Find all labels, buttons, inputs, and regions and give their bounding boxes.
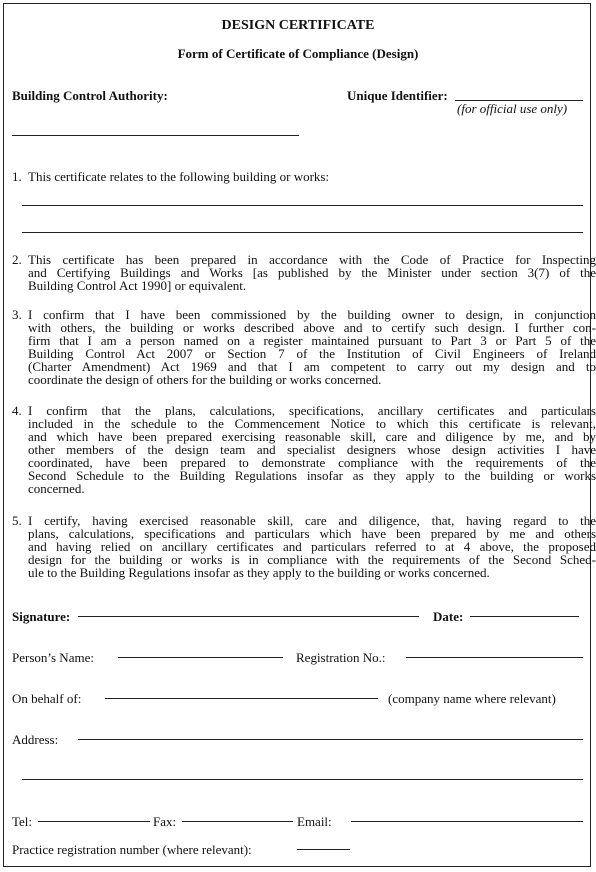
address-label: Address: — [12, 732, 59, 747]
persons-name-label: Person’s Name: — [12, 650, 94, 665]
item-line: plans, calculations, specifications and particulars which have been prepared by me and others — [28, 526, 596, 541]
email-label: Email: — [297, 814, 332, 829]
item-number: 2. — [12, 252, 22, 267]
official-use-note: (for official use only) — [457, 101, 568, 116]
signature-label: Signature: — [12, 609, 71, 624]
item-line: Second Schedule to the Building Regulations insofar as they apply to the building or works — [28, 468, 596, 483]
practice-registration-label: Practice registration number (where relevant): — [12, 842, 252, 857]
date-line[interactable] — [470, 616, 579, 617]
signature-line[interactable] — [78, 616, 419, 617]
item-line: Building Control Act 1990] or equivalent. — [28, 278, 247, 293]
item-number: 1. — [12, 169, 22, 184]
registration-no-line[interactable] — [406, 657, 583, 658]
on-behalf-of-line[interactable] — [105, 698, 378, 699]
tel-line[interactable] — [38, 821, 150, 822]
item-line: ule to the Building Regulations insofar as they apply to the building or works concerned. — [28, 565, 490, 580]
practice-registration-line[interactable] — [297, 849, 350, 850]
item-line: other members of the design team and specialist designers whose design activities I have — [28, 442, 596, 457]
document-subtitle: Form of Certificate of Compliance (Design) — [177, 46, 419, 61]
item-line: design for the building or works is in compliance with the requirements of the Second Sched- — [28, 552, 596, 567]
on-behalf-of-label: On behalf of: — [12, 691, 82, 706]
building-works-line-1[interactable] — [22, 205, 583, 206]
item-line: (Charter Amendment) Act 1969 and that I am competent to carry out my design and to — [28, 359, 596, 374]
item-number: 3. — [12, 307, 22, 322]
item-line: concerned. — [28, 481, 85, 496]
persons-name-line[interactable] — [118, 657, 283, 658]
item-line: and having relied on ancillary certificates and particulars referred to at 4 above, the proposed — [28, 539, 596, 554]
address-line-2[interactable] — [22, 779, 583, 780]
item-number: 4. — [12, 403, 22, 418]
item-line: I confirm that I have been commissioned by the building owner to design, in conjunction — [28, 307, 596, 322]
address-line-1[interactable] — [78, 739, 583, 740]
item-line: included in the schedule to the Commencement Notice to which this certificate is relevant, — [28, 416, 596, 431]
item-line: firm that I am a person named on a register maintained pursuant to Part 3 or Part 5 of the — [28, 333, 596, 348]
item-line: and Certifying Buildings and Works [as published by the Minister under section 3(7) of the — [28, 265, 596, 280]
authority-name-line[interactable] — [12, 135, 299, 136]
email-line[interactable] — [351, 821, 583, 822]
unique-identifier-label: Unique Identifier: — [347, 88, 448, 103]
item-line: and which have been prepared exercising reasonable skill, care and diligence by me, and by — [28, 429, 596, 444]
item-line: I confirm that the plans, calculations, specifications, ancillary certificates and particulars — [28, 403, 596, 418]
registration-no-label: Registration No.: — [296, 650, 386, 665]
building-works-line-2[interactable] — [22, 232, 583, 233]
fax-line[interactable] — [182, 821, 293, 822]
company-name-note: (company name where relevant) — [388, 691, 556, 706]
fax-label: Fax: — [153, 814, 177, 829]
item-line: This certificate relates to the following building or works: — [28, 169, 330, 184]
item-number: 5. — [12, 513, 22, 528]
item-line: Building Control Act 2007 or Section 7 of the Institution of Civil Engineers of Ireland — [28, 346, 596, 361]
document-title: DESIGN CERTIFICATE — [221, 18, 375, 33]
item-line: I certify, having exercised reasonable skill, care and diligence, that, having regard to the — [28, 513, 596, 528]
item-line: coordinate the design of others for the building or works concerned. — [28, 372, 382, 387]
item-line: coordinated, have been prepared to demonstrate compliance with the requirements of the — [28, 455, 596, 470]
item-line: with others, the building or works described above and to certify such design. I further con- — [28, 320, 596, 335]
tel-label: Tel: — [12, 814, 33, 829]
building-control-authority-label: Building Control Authority: — [12, 88, 168, 103]
date-label: Date: — [433, 609, 464, 624]
item-line: This certificate has been prepared in accordance with the Code of Practice for Inspecting — [28, 252, 596, 267]
